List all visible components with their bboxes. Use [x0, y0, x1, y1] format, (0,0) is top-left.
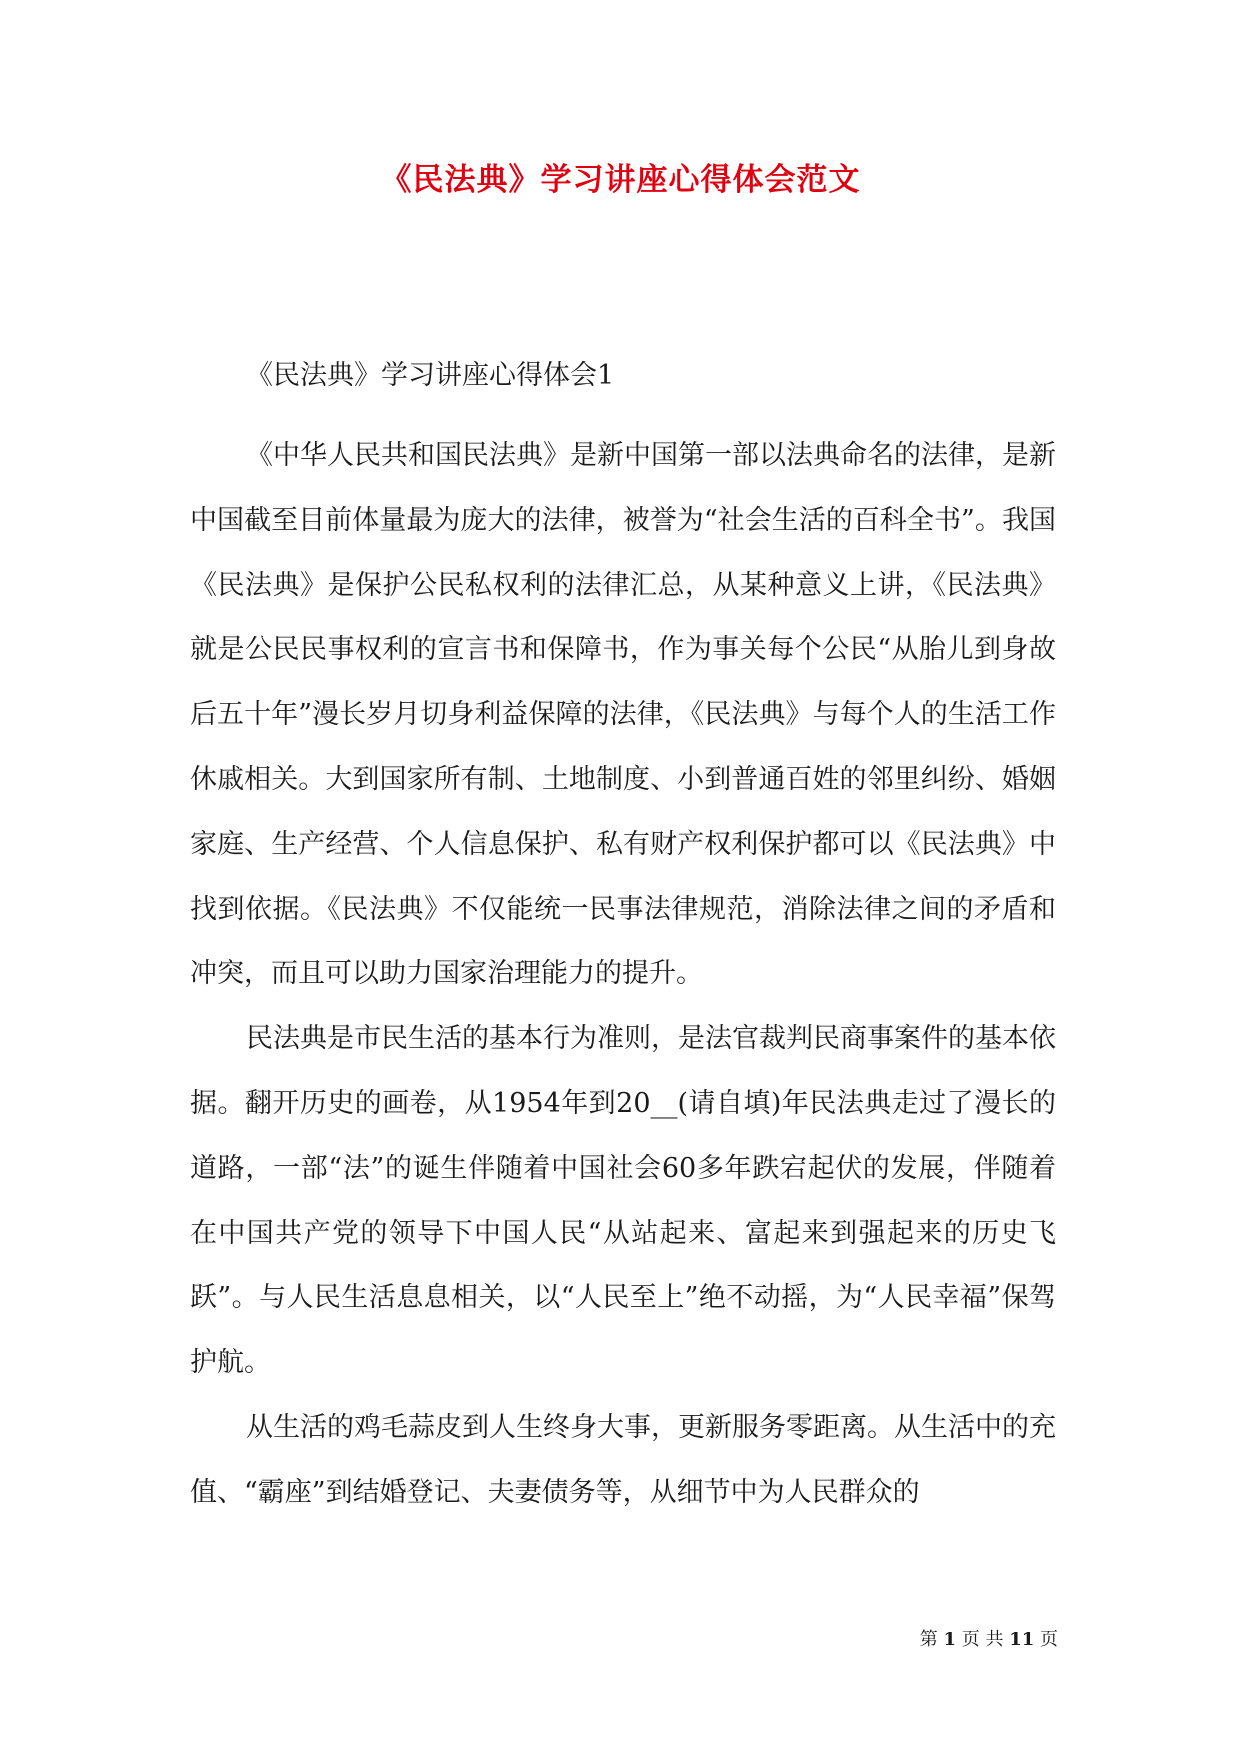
document-body	[190, 356, 1056, 1526]
footer-prefix: 第	[919, 1629, 938, 1650]
footer-suffix: 页	[1040, 1629, 1058, 1650]
page-number-footer	[920, 1628, 1058, 1652]
paragraph: 从生活的鸡毛蒜皮到人生终身大事，更新服务零距离。从生活中的充值、“霸座”到结婚登记、夫妻债务等，从细节中为人民群众的	[190, 1411, 1056, 1508]
document-title: 《民法典》学习讲座心得体会范文	[380, 162, 861, 198]
current-page-number: 1	[943, 1629, 956, 1650]
paragraph: 《中华人民共和国民法典》是新中国第一部以法典命名的法律，是新中国截至目前体量最为庞大的法律，被誉为“社会生活的百科全书”。我国《民法典》是保护公民私权利的法律汇总，从某种意义上讲，《民法典》就是公民民事权利的宣言书和保障书，作为事关每个公民“从胎儿到身故后五十年”漫长岁月切身利益保障的法律，《民法典》与每个人的生活工作休戚相关。大到国家所有制、土地制度、小到普通百姓的邻里纠纷、婚姻家庭、生产经营、个人信息保护、私有财产权利保护都可以《民法典》中找到依据。《民法典》不仅能统一民事法律规范，消除法律之间的矛盾和冲突，而且可以助力国家治理能力的提升。	[190, 440, 1056, 990]
total-pages-number: 11	[1009, 1629, 1035, 1650]
paragraph: 民法典是市民生活的基本行为准则，是法官裁判民商事案件的基本依据。翻开历史的画卷，从1954年到20__(请自填)年民法典走过了漫长的道路，一部“法”的诞生伴随着中国社会60多年跌宕起伏的发展，伴随着在中国共产党的领导下中国人民“从站起来、富起来到强起来的历史飞跃”。与人民生活息息相关，以“人民至上”绝不动摇，为“人民幸福”保驾护航。	[190, 1023, 1056, 1379]
footer-middle: 页 共	[961, 1629, 1004, 1650]
section-heading: 《民法典》学习讲座心得体会1	[246, 360, 615, 391]
